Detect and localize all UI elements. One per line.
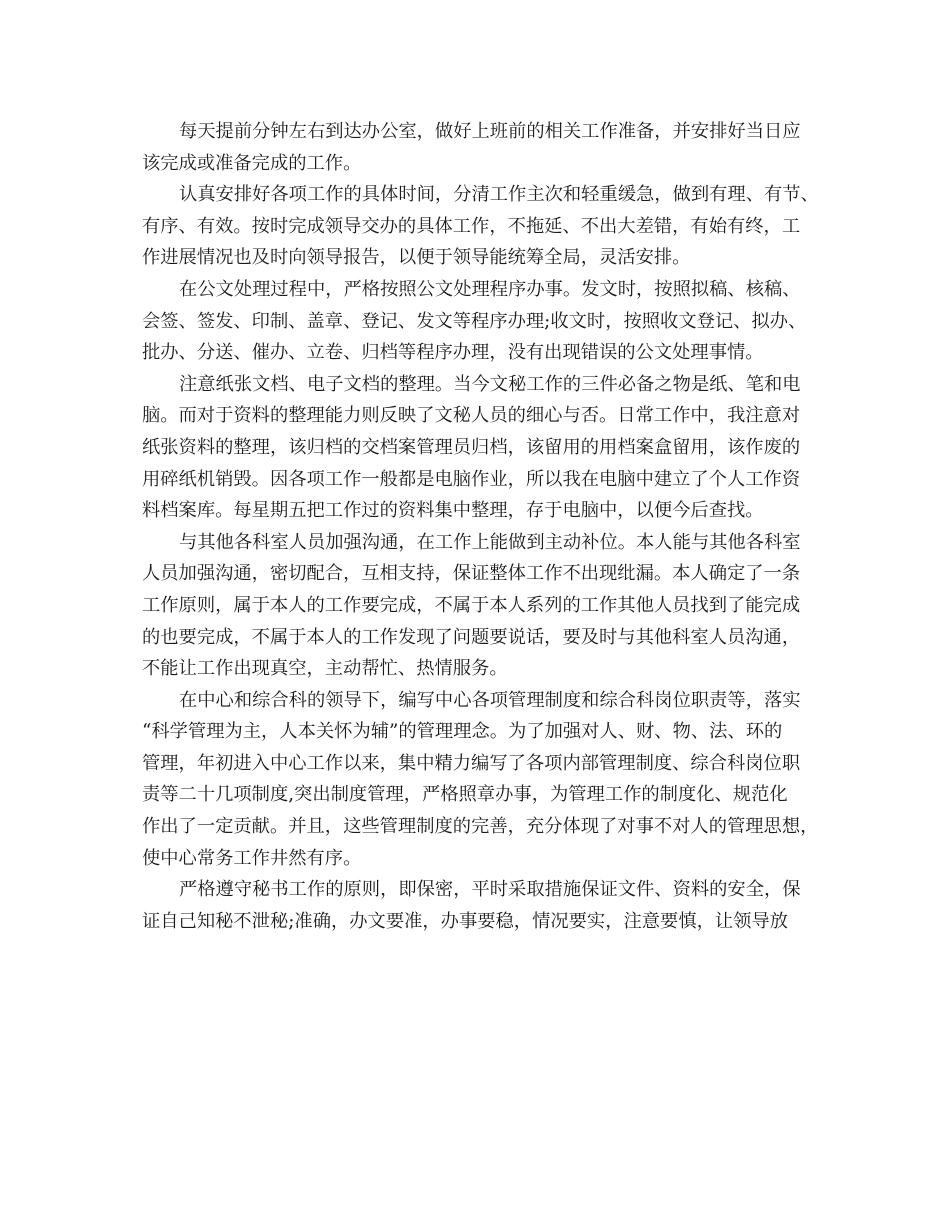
paragraph-6 xyxy=(142,685,832,875)
text-line: 管理，年初进入中心工作以来，集中精力编写了各项内部管理制度、综合科岗位职 xyxy=(142,752,801,774)
text-line: 使中心常务工作井然有序。 xyxy=(142,847,362,869)
text-line: 注意纸张文档、电子文档的整理。当今文秘工作的三件必备之物是纸、笔和电 xyxy=(179,373,801,395)
text-line: 在中心和综合科的领导下，编写中心各项管理制度和综合科岗位职责等，落实 xyxy=(179,689,801,711)
text-line: 用碎纸机销毁。因各项工作一般都是电脑作业，所以我在电脑中建立了个人工作资 xyxy=(142,468,801,490)
text-line: 认真安排好各项工作的具体时间，分清工作主次和轻重缓急，做到有理、有节、 xyxy=(179,184,819,206)
text-line: “科学管理为主，人本关怀为辅”的管理理念。为了加强对人、财、物、法、环的 xyxy=(142,721,783,743)
text-line: 每天提前分钟左右到达办公室，做好上班前的相关工作准备，并安排好当日应 xyxy=(179,121,801,142)
paragraph-1 xyxy=(142,116,832,179)
text-line: 工作原则，属于本人的工作要完成，不属于本人系列的工作其他人员找到了能完成 xyxy=(142,594,801,616)
text-line: 与其他各科室人员加强沟通，在工作上能做到主动补位。本人能与其他各科室 xyxy=(179,531,801,553)
text-line: 该完成或准备完成的工作。 xyxy=(142,152,362,174)
text-line: 脑。而对于资料的整理能力则反映了文秘人员的细心与否。日常工作中，我注意对 xyxy=(142,405,801,427)
text-line: 责等二十几项制度,突出制度管理，严格照章办事，为管理工作的制度化、规范化 xyxy=(142,784,788,806)
text-line: 作出了一定贡献。并且，这些管理制度的完善，充分体现了对事不对人的管理思想， xyxy=(142,816,819,838)
paragraph-7 xyxy=(142,874,832,937)
text-line: 有序、有效。按时完成领导交办的具体工作，不拖延、不出大差错，有始有终，工 xyxy=(142,215,801,237)
text-line: 在公文处理过程中，严格按照公文处理程序办事。发文时，按照拟稿、核稿、 xyxy=(179,278,801,300)
paragraph-4 xyxy=(142,369,832,527)
text-line: 料档案库。每星期五把工作过的资料集中整理，存于电脑中，以便今后查找。 xyxy=(142,500,764,522)
text-line: 纸张资料的整理，该归档的交档案管理员归档，该留用的用档案盒留用，该作废的 xyxy=(142,436,801,458)
text-line: 不能让工作出现真空，主动帮忙、热情服务。 xyxy=(142,658,508,680)
text-line: 会签、签发、印制、盖章、登记、发文等程序办理;收文时，按照收文登记、拟办、 xyxy=(142,310,807,332)
text-line: 作进展情况也及时向领导报告，以便于领导能统筹全局，灵活安排。 xyxy=(142,247,691,269)
text-line: 批办、分送、催办、立卷、归档等程序办理，没有出现错误的公文处理事情。 xyxy=(142,342,764,364)
text-line: 严格遵守秘书工作的原则，即保密，平时采取措施保证文件、资料的安全，保 xyxy=(179,879,801,901)
paragraph-5 xyxy=(142,527,832,685)
text-line: 证自己知秘不泄秘;准确，办文要准，办事要稳，情况要实，注意要慎，让领导放 xyxy=(142,910,789,932)
paragraph-2 xyxy=(142,179,832,274)
document-body xyxy=(142,116,832,937)
text-line: 人员加强沟通，密切配合，互相支持，保证整体工作不出现纰漏。本人确定了一条 xyxy=(142,563,801,585)
paragraph-3 xyxy=(142,274,832,369)
text-line: 的也要完成，不属于本人的工作发现了问题要说话，要及时与其他科室人员沟通， xyxy=(142,626,801,648)
